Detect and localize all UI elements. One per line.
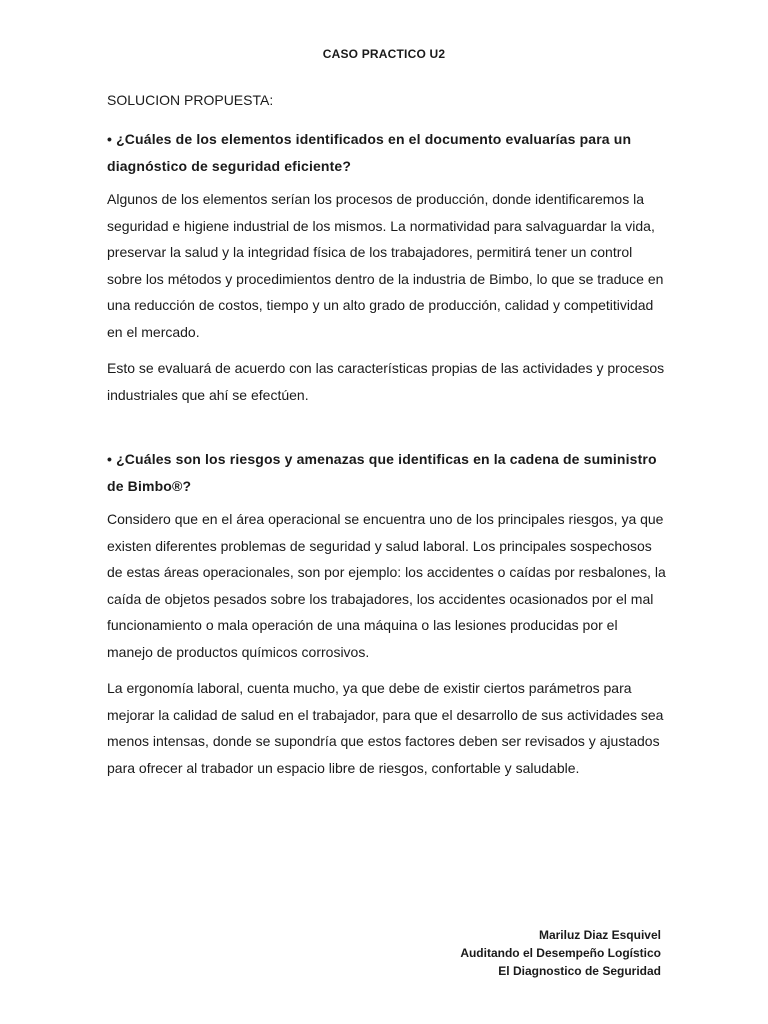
answer-1-paragraph-2: Esto se evaluará de acuerdo con las características propias de las actividades y procesos industriales que ahí se efectúen. — [107, 360, 665, 403]
section-1 — [107, 126, 667, 408]
document-footer — [460, 926, 661, 980]
solution-heading: SOLUCION PROPUESTA: — [107, 92, 274, 108]
footer-author: Mariluz Diaz Esquivel — [538, 928, 661, 942]
answer-2-paragraph-1: Considero que en el área operacional se encuentra uno de los principales riesgos, ya que existen diferentes problemas de seguridad y salud laboral. Los principales sospechosos de estas áreas operacionales, son por ejemplo: los accidentes o caídas por resbalones, la caída de objetos pesados sobre los trabajadores, los accidentes ocasionados por el mal funcionamiento o mala operación de una máquina o las lesiones producidas por el manejo de productos químicos corrosivos. — [107, 511, 666, 660]
answer-2-paragraph-2: La ergonomía laboral, cuenta mucho, ya que debe de existir ciertos parámetros para mejorar la calidad de salud en el trabajador, para que el desarrollo de sus actividades sea menos intensas, donde se supondría que estos factores deben ser revisados y ajustados para ofrecer al trabador un espacio libre de riesgos, confortable y saludable. — [107, 680, 664, 776]
footer-course: Auditando el Desempeño Logístico — [460, 946, 661, 960]
document-body — [107, 90, 667, 791]
document-title: CASO PRACTICO U2 — [322, 47, 446, 61]
question-2: • ¿Cuáles son los riesgos y amenazas que identificas en la cadena de suministro de Bimbo®? — [107, 451, 657, 494]
section-2 — [107, 446, 667, 781]
question-1: • ¿Cuáles de los elementos identificados en el documento evaluarías para un diagnóstico de seguridad eficiente? — [107, 131, 632, 174]
answer-1-paragraph-1: Algunos de los elementos serían los procesos de producción, donde identificaremos la seguridad e higiene industrial de los mismos. La normatividad para salvaguardar la vida, preservar la salud y la integridad física de los trabajadores, permitirá tener un control sobre los métodos y procedimientos dentro de la industria de Bimbo, lo que se traduce en una reducción de costos, tiempo y un alto grado de producción, calidad y competitividad en el mercado. — [107, 191, 664, 340]
section-spacer — [107, 418, 667, 446]
footer-topic: El Diagnostico de Seguridad — [498, 964, 661, 978]
